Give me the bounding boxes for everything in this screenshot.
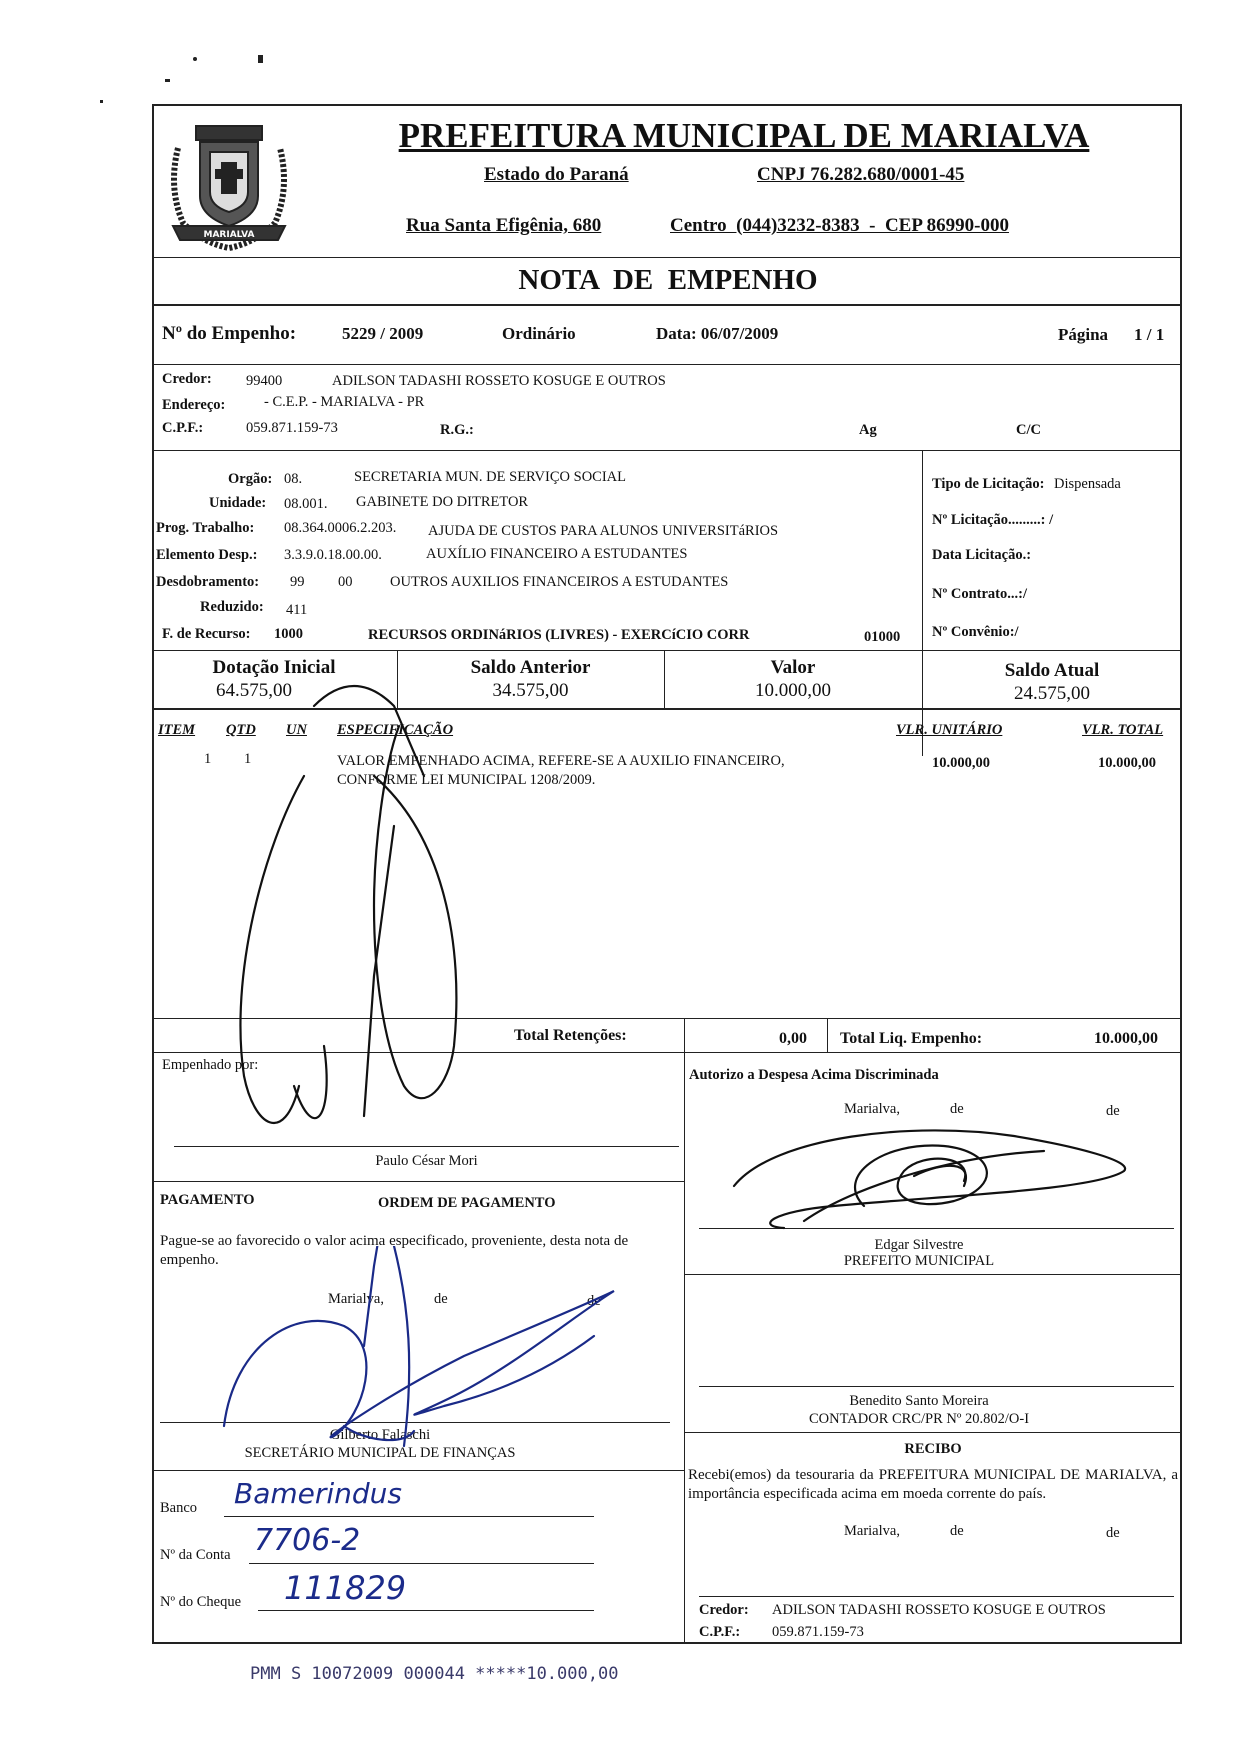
- item-description-line2: CONFORME LEI MUNICIPAL 1208/2009.: [337, 772, 596, 788]
- recibo-cpf-label: C.P.F.:: [699, 1624, 741, 1640]
- cheque-value: 111829: [284, 1569, 407, 1607]
- rg-label: R.G.:: [440, 422, 474, 438]
- recibo-place: Marialva,: [844, 1523, 900, 1539]
- total-liq-label: Total Liq. Empenho:: [840, 1030, 983, 1047]
- header-street: Rua Santa Efigênia, 680: [406, 215, 602, 236]
- page-number: 1 / 1: [1134, 325, 1165, 344]
- signature-empenhado: [224, 646, 484, 1226]
- signature-gilberto-falaschi: [214, 1246, 634, 1466]
- numero-licitacao: Nº Licitação.........: /: [932, 512, 1054, 528]
- autorizo-label: Autorizo a Despesa Acima Discriminada: [689, 1067, 939, 1083]
- banco-value: Bamerindus: [234, 1477, 403, 1510]
- recibo-credor-label: Credor:: [699, 1602, 749, 1618]
- desdobramento-code1: 99: [290, 574, 305, 590]
- col-vlr-unitario: VLR. UNITÁRIO: [896, 722, 1003, 738]
- banco-label: Banco: [160, 1500, 198, 1516]
- recibo-de2: de: [1106, 1525, 1120, 1541]
- saldo-atual-label: Saldo Atual: [1004, 660, 1100, 681]
- tipo-licitacao-label: Tipo de Licitação:: [932, 476, 1045, 492]
- col-qtd: QTD: [226, 722, 256, 738]
- tipo-licitacao-value: Dispensada: [1054, 476, 1121, 492]
- valor-label: Valor: [770, 657, 816, 678]
- item-description-line1: VALOR EMPENHADO ACIMA, REFERE-SE A AUXILIO FINANCEIRO,: [337, 753, 785, 769]
- desdobramento-label: Desdobramento:: [156, 574, 260, 590]
- scan-speck: [193, 57, 197, 61]
- recibo-credor-name: ADILSON TADASHI ROSSETO KOSUGE E OUTROS: [772, 1602, 1106, 1618]
- col-especificacao: ESPECIFICAÇÃO: [337, 722, 454, 738]
- elemento-label: Elemento Desp.:: [156, 547, 258, 563]
- nota-de-empenho-form: [152, 104, 1182, 1644]
- footer-stamp: PMM S 10072009 000044 *****10.000,00: [250, 1664, 619, 1684]
- unidade-code: 08.001.: [284, 496, 328, 512]
- empenho-date: Data: 06/07/2009: [656, 324, 779, 343]
- empenho-number: 5229 / 2009: [342, 324, 424, 343]
- data-licitacao: Data Licitação.:: [932, 547, 1032, 563]
- recibo-text: Recebi(emos) da tesouraria da PREFEITURA MUNICIPAL DE MARIALVA, a importância especificada acima em moeda corrente do país.: [688, 1467, 1178, 1502]
- total-retencoes-label: Total Retenções:: [514, 1027, 627, 1044]
- header-state: Estado do Paraná: [484, 164, 629, 185]
- col-vlr-total: VLR. TOTAL: [1082, 722, 1164, 738]
- credor-label: Credor:: [162, 371, 212, 387]
- doc-title: NOTA DE EMPENHO: [518, 264, 818, 296]
- pagamento-label: PAGAMENTO: [160, 1192, 255, 1208]
- recurso-name: RECURSOS ORDINáRIOS (LIVRES) - EXERCíCIO CORR: [368, 627, 750, 643]
- numero-convenio: Nº Convênio:/: [932, 624, 1019, 640]
- unidade-name: GABINETE DO DITRETOR: [356, 494, 529, 510]
- pagamento-text: Pague-se ao favorecido o valor acima especificado, proveniente, desta nota de empenho.: [160, 1233, 629, 1268]
- orgao-name: SECRETARIA MUN. DE SERVIÇO SOCIAL: [354, 469, 626, 485]
- municipal-crest-icon: [158, 108, 300, 256]
- header-title: PREFEITURA MUNICIPAL DE MARIALVA: [398, 116, 1090, 155]
- svg-text:MARIALVA: MARIALVA: [203, 230, 255, 240]
- contador-role: CONTADOR CRC/PR Nº 20.802/O-I: [808, 1411, 1030, 1427]
- autorizo-de1: de: [950, 1101, 964, 1117]
- total-liq-value: 10.000,00: [1094, 1030, 1158, 1047]
- dotacao-value: 64.575,00: [216, 680, 292, 701]
- autorizo-de2: de: [1106, 1103, 1120, 1119]
- elemento-name: AUXÍLIO FINANCEIRO A ESTUDANTES: [426, 546, 688, 562]
- empenho-type: Ordinário: [502, 324, 576, 343]
- recibo-label: RECIBO: [904, 1441, 962, 1457]
- prog-name: AJUDA DE CUSTOS PARA ALUNOS UNIVERSITáRIOS: [428, 523, 779, 539]
- scan-speck: [165, 79, 170, 82]
- cc-label: C/C: [1016, 422, 1041, 438]
- saldo-anterior-label: Saldo Anterior: [470, 657, 591, 678]
- reduzido-label: Reduzido:: [200, 599, 264, 615]
- cpf-label: C.P.F.:: [162, 420, 204, 436]
- desdobramento-name: OUTROS AUXILIOS FINANCEIROS A ESTUDANTES: [390, 574, 729, 590]
- header-address: Centro (044)3232-8383 - CEP 86990-000: [670, 215, 1009, 236]
- header-cnpj: CNPJ 76.282.680/0001-45: [757, 164, 965, 185]
- recibo-de1: de: [950, 1523, 964, 1539]
- page-label: Página: [1058, 325, 1109, 344]
- item-unit-value: 10.000,00: [932, 755, 990, 771]
- valor-value: 10.000,00: [755, 680, 831, 701]
- recibo-cpf-value: 059.871.159-73: [772, 1624, 864, 1640]
- recurso-code2: 01000: [864, 629, 901, 645]
- conta-label: Nº da Conta: [160, 1547, 231, 1563]
- saldo-atual-value: 24.575,00: [1014, 683, 1090, 704]
- empenhado-name: Paulo César Mori: [375, 1153, 478, 1169]
- endereco-label: Endereço:: [162, 397, 226, 413]
- cpf-value: 059.871.159-73: [246, 420, 338, 436]
- cheque-label: Nº do Cheque: [160, 1594, 242, 1610]
- recurso-label: F. de Recurso:: [162, 626, 251, 642]
- pagamento-signer-name: Gilberto Falaschi: [329, 1427, 431, 1443]
- ag-label: Ag: [859, 422, 877, 438]
- col-item: ITEM: [158, 722, 196, 738]
- scan-speck: [258, 55, 263, 63]
- numero-contrato: Nº Contrato...:/: [932, 586, 1027, 602]
- prog-label: Prog. Trabalho:: [156, 520, 255, 536]
- credor-code: 99400: [246, 373, 283, 389]
- pagamento-de2: de: [587, 1293, 601, 1309]
- orgao-code: 08.: [284, 471, 303, 487]
- elemento-code: 3.3.9.0.18.00.00.: [284, 547, 382, 563]
- pagamento-de1: de: [434, 1291, 448, 1307]
- saldo-anterior-value: 34.575,00: [492, 680, 569, 701]
- recurso-code: 1000: [274, 626, 303, 642]
- contador-name: Benedito Santo Moreira: [849, 1393, 989, 1409]
- signature-edgar-silvestre: [714, 1116, 1154, 1236]
- item-total-value: 10.000,00: [1098, 755, 1156, 771]
- autorizo-place: Marialva,: [844, 1101, 900, 1117]
- empenhado-label: Empenhado por:: [162, 1057, 259, 1073]
- unidade-label: Unidade:: [209, 495, 267, 511]
- ordem-pagamento-label: ORDEM DE PAGAMENTO: [378, 1195, 556, 1211]
- total-retencoes-value: 0,00: [779, 1030, 807, 1047]
- desdobramento-code2: 00: [338, 574, 353, 590]
- autorizo-signer-role: PREFEITO MUNICIPAL: [843, 1253, 995, 1269]
- credor-name: ADILSON TADASHI ROSSETO KOSUGE E OUTROS: [332, 373, 666, 389]
- col-un: UN: [286, 722, 307, 738]
- pagamento-place: Marialva,: [328, 1291, 384, 1307]
- autorizo-signer-name: Edgar Silvestre: [874, 1237, 964, 1253]
- dotacao-label: Dotação Inicial: [212, 657, 336, 678]
- prog-code: 08.364.0006.2.203.: [284, 520, 397, 536]
- conta-value: 7706-2: [254, 1523, 361, 1558]
- empenho-label: Nº do Empenho:: [162, 323, 297, 344]
- scan-speck: [100, 100, 103, 103]
- reduzido-value: 411: [286, 602, 308, 618]
- item-number: 1: [204, 751, 212, 767]
- pagamento-signer-role: SECRETÁRIO MUNICIPAL DE FINANÇAS: [244, 1445, 516, 1461]
- orgao-label: Orgão:: [228, 471, 273, 487]
- item-qtd: 1: [244, 751, 252, 767]
- endereco-value: - C.E.P. - MARIALVA - PR: [264, 394, 425, 410]
